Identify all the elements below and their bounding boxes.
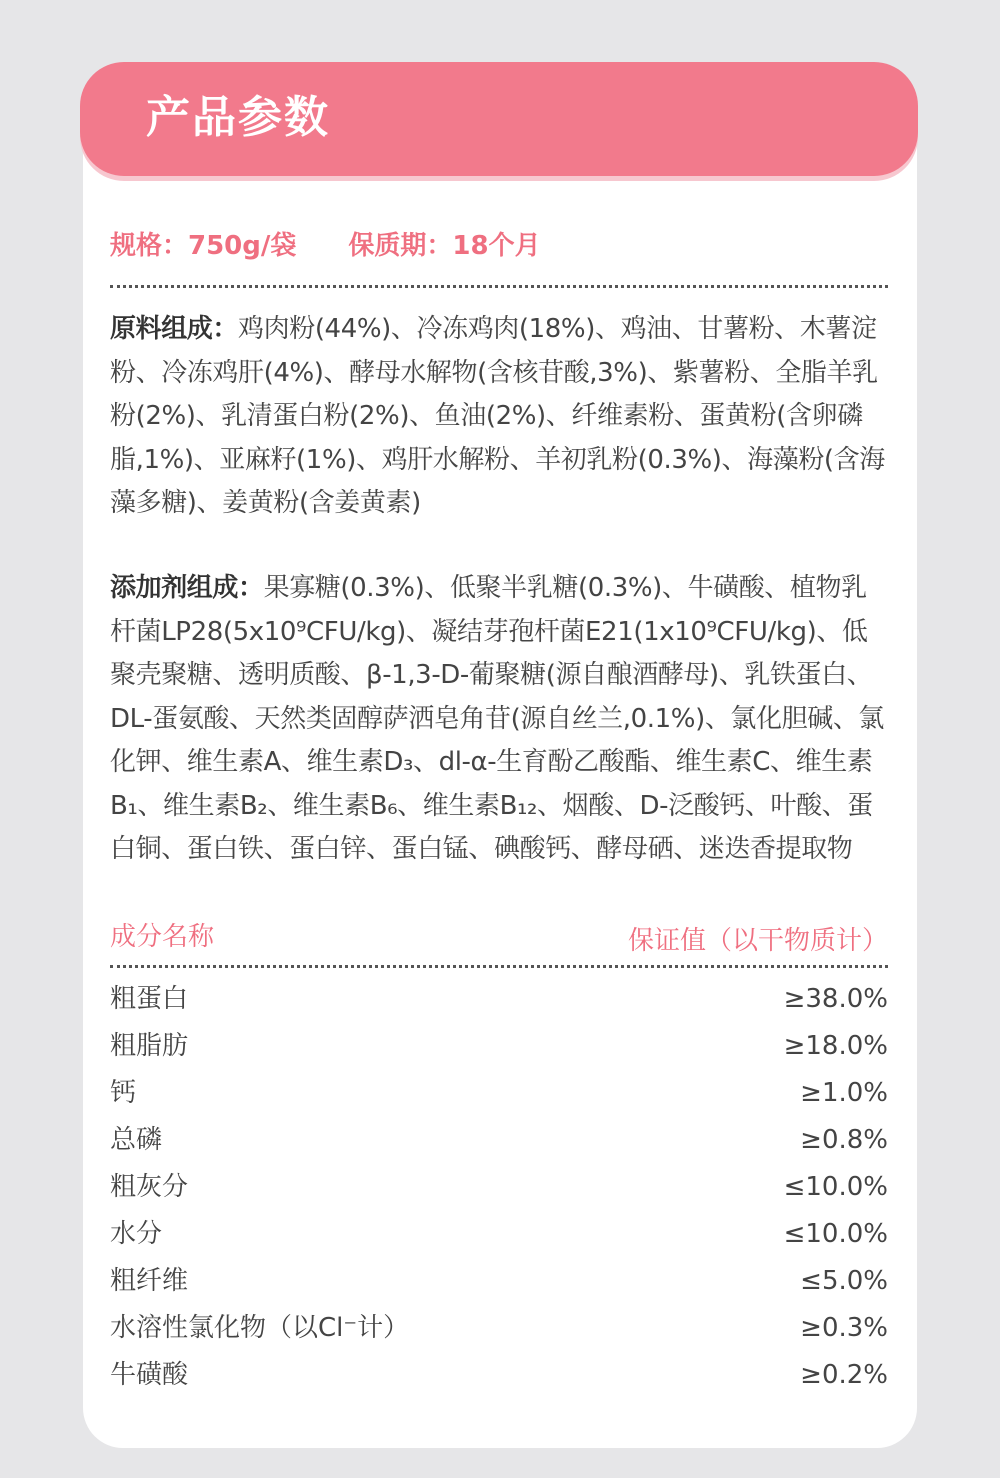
additives-label: 添加剂组成：: [110, 573, 264, 603]
dotted-divider: [110, 965, 888, 968]
row-name: 水分: [110, 1219, 163, 1249]
row-name: 粗灰分: [110, 1172, 189, 1202]
column-header-name: 成分名称: [110, 922, 215, 952]
row-name: 粗蛋白: [110, 984, 189, 1014]
section-title: 产品参数: [146, 92, 330, 143]
table-row: [110, 1305, 888, 1352]
spec-size: 规格：750g/袋: [110, 231, 297, 261]
table-row: [110, 1352, 888, 1399]
table-row: [110, 976, 888, 1023]
additives-paragraph: [110, 567, 890, 872]
additives-text: 果寡糖(0.3%)、低聚半乳糖(0.3%)、牛磺酸、植物乳杆菌LP28(5x10⁹CFU/kg)、凝结芽孢杆菌E21(1x10⁹CFU/kg)、低聚壳聚糖、透明质酸、β-1,3-D-葡聚糖(源自酿酒酵母)、乳铁蛋白、DL-蛋氨酸、天然类固醇萨洒皂角苷(源自丝兰,0.1%)、氯化胆碱、氯化钾、维生素A、维生素D₃、dl-α-生育酚乙酸酯、维生素C、维生素B₁、维生素B₂、维生素B₆、维生素B₁₂、烟酸、D-泛酸钙、叶酸、蛋白铜、蛋白铁、蛋白锌、蛋白锰、碘酸钙、酵母硒、迷迭香提取物: [110, 573, 885, 864]
row-name: 钙: [110, 1078, 137, 1108]
ingredients-paragraph: [110, 308, 890, 526]
row-value: ≥0.3%: [800, 1313, 888, 1343]
table-row: [110, 1258, 888, 1305]
row-value: ≥0.8%: [800, 1125, 888, 1155]
table-row: [110, 1023, 888, 1070]
row-value: ≥18.0%: [783, 1031, 888, 1061]
section-header: [80, 62, 918, 176]
spec-shelf-life: 保质期：18个月: [348, 231, 541, 261]
row-name: 粗脂肪: [110, 1031, 189, 1061]
ingredients-text: 鸡肉粉(44%)、冷冻鸡肉(18%)、鸡油、甘薯粉、木薯淀粉、冷冻鸡肝(4%)、酵母水解物(含核苷酸,3%)、紫薯粉、全脂羊乳粉(2%)、乳清蛋白粉(2%)、鱼油(2%)、纤维素粉、蛋黄粉(含卵磷脂,1%)、亚麻籽(1%)、鸡肝水解粉、羊初乳粉(0.3%)、海藻粉(含海藻多糖)、姜黄粉(含姜黄素): [110, 314, 885, 518]
analysis-table: [110, 976, 888, 1399]
spec-row: [110, 226, 541, 266]
dotted-divider: [110, 285, 888, 288]
table-row: [110, 1164, 888, 1211]
row-name: 粗纤维: [110, 1266, 189, 1296]
row-value: ≤5.0%: [800, 1266, 888, 1296]
ingredients-label: 原料组成：: [110, 314, 239, 344]
row-value: ≤10.0%: [783, 1172, 888, 1202]
row-value: ≥0.2%: [800, 1360, 888, 1390]
table-row: [110, 1070, 888, 1117]
column-header-value: 保证值（以干物质计）: [627, 926, 888, 956]
row-name: 总磷: [110, 1125, 163, 1155]
row-name: 水溶性氯化物（以Cl⁻计）: [110, 1313, 410, 1343]
row-value: ≥1.0%: [800, 1078, 888, 1108]
row-value: ≤10.0%: [783, 1219, 888, 1249]
table-row: [110, 1211, 888, 1258]
table-row: [110, 1117, 888, 1164]
row-name: 牛磺酸: [110, 1360, 189, 1390]
row-value: ≥38.0%: [783, 984, 888, 1014]
analysis-table-header: [110, 914, 888, 960]
